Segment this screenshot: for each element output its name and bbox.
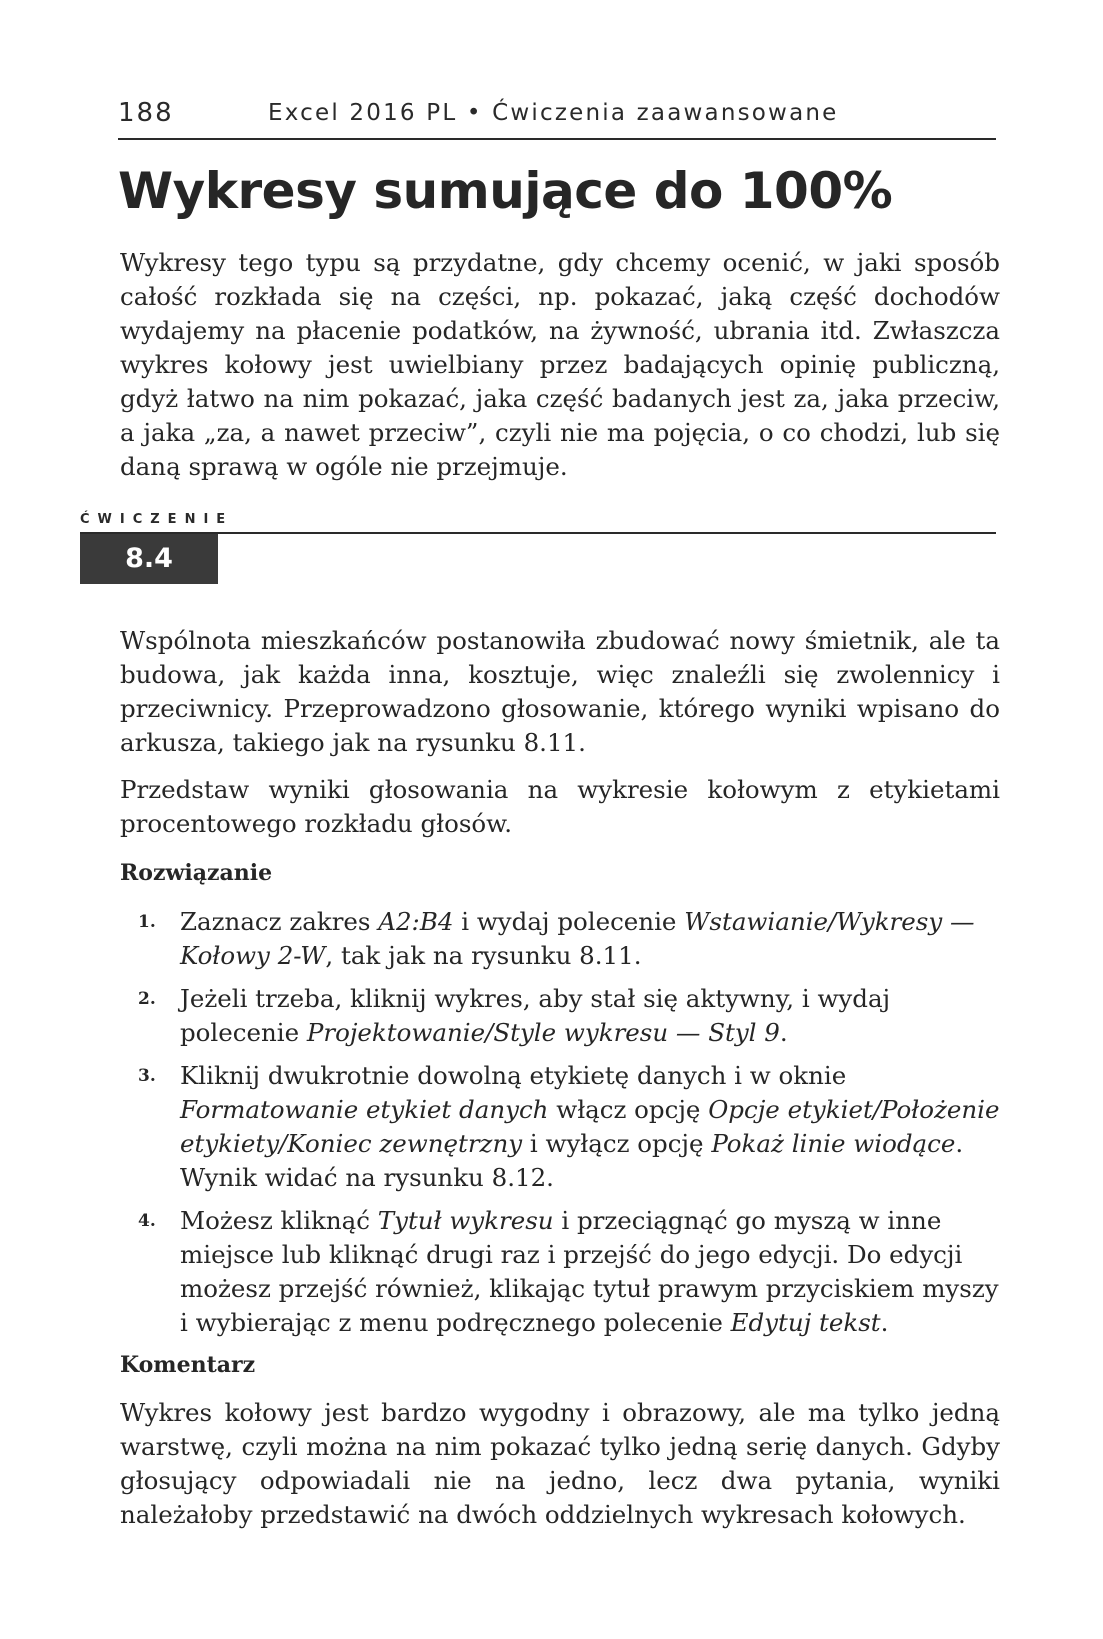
solution-steps (120, 905, 1000, 1349)
step-text-run: . (779, 1018, 788, 1047)
exercise-label: ĆWICZENIE (80, 512, 234, 527)
running-title: Excel 2016 PL • Ćwiczenia zaawansowane (268, 100, 839, 126)
solution-step (120, 905, 1000, 973)
solution-step (120, 982, 1000, 1050)
comment-heading: Komentarz (120, 1352, 256, 1378)
step-text-run: Zaznacz zakres (180, 907, 379, 936)
page-number: 188 (118, 98, 174, 128)
step-text (180, 1206, 999, 1337)
step-italic-term: Pokaż linie wiodące (711, 1129, 956, 1158)
exercise-paragraph-2: Przedstaw wyniki głosowania na wykresie kołowym z etykietami procentowego rozkładu głosów. (120, 775, 1000, 838)
step-text-run: i wyłącz opcję (522, 1129, 712, 1158)
solution-step (120, 1204, 1000, 1340)
step-number: 4. (138, 1211, 156, 1231)
step-text-run: , tak jak na rysunku 8.11. (325, 941, 642, 970)
step-text-run: i wydaj polecenie (453, 907, 685, 936)
step-text-run: Jeżeli trzeba, kliknij wykres, aby stał się aktywny, i wydaj polecenie (180, 984, 891, 1047)
step-text-run: . Wynik widać na rysunku 8.12. (180, 1129, 964, 1192)
step-italic-term: Formatowanie etykiet danych (180, 1095, 549, 1124)
running-header (118, 98, 996, 140)
step-text-run: włącz opcję (548, 1095, 709, 1124)
intro-paragraph: Wykresy tego typu są przydatne, gdy chcemy ocenić, w jaki sposób całość rozkłada się na części, np. pokazać, jaką część dochodów wydajemy na płacenie podatków, na żywność, ubrania itd. Zwłaszcza wykres kołowy jest uwielbiany przez badających opinię publiczną, gdyż łatwo na nim pokazać, jaka część badanych jest za, jaka przeciw, a jaka „za, a nawet przeciw”, czyli nie ma pojęcia, o co chodzi, lub się daną sprawą w ogóle nie przejmuje. (120, 248, 1000, 481)
step-text-run: i przeciągnąć go myszą w inne miejsce lub kliknąć drugi raz i przejść do jego edycji. Do edycji możesz przejść również, klikając tytuł prawym przyciskiem myszy i wybierając z menu podręcznego polecenie (180, 1206, 999, 1337)
step-text-run: Kliknij dwukrotnie dowolną etykietę danych i w oknie (180, 1061, 847, 1090)
step-number: 3. (138, 1066, 156, 1086)
exercise-number: 8.4 (80, 534, 218, 584)
step-text-run: Możesz kliknąć (180, 1206, 378, 1235)
step-text (180, 1061, 1000, 1192)
section-title: Wykresy sumujące do 100% (118, 162, 893, 220)
step-italic-term: A2:B4 (378, 907, 454, 936)
step-italic-term: Projektowanie/Style wykresu — Styl 9 (306, 1018, 780, 1047)
step-text (180, 984, 890, 1047)
step-number: 2. (138, 989, 156, 1009)
step-italic-term: Tytuł wykresu (377, 1206, 554, 1235)
solution-heading: Rozwiązanie (120, 860, 273, 886)
solution-step (120, 1059, 1000, 1195)
comment-paragraph: Wykres kołowy jest bardzo wygodny i obrazowy, ale ma tylko jedną warstwę, czyli można na nim pokazać tylko jedną serię danych. Gdyby głosujący odpowiadali nie na jedno, lecz dwa pytania, wyniki należałoby przedstawić na dwóch oddzielnych wykresach kołowych. (120, 1398, 1000, 1529)
step-text-run: . (880, 1308, 889, 1337)
step-italic-term: Edytuj tekst (730, 1308, 881, 1337)
step-text (180, 907, 974, 970)
step-number: 1. (138, 912, 156, 932)
exercise-paragraph-1: Wspólnota mieszkańców postanowiła zbudować nowy śmietnik, ale ta budowa, jak każda inna, kosztuje, więc znaleźli się zwolennicy i przeciwnicy. Przeprowadzono głosowanie, którego wyniki wpisano do arkusza, takiego jak na rysunku 8.11. (120, 626, 1000, 757)
step-italic-term: Opcje etykiet/Położenie etykiety/Koniec zewnętrzny (180, 1095, 1000, 1158)
step-italic-term: Wstawianie/Wykresy — Kołowy 2-W (180, 907, 975, 970)
